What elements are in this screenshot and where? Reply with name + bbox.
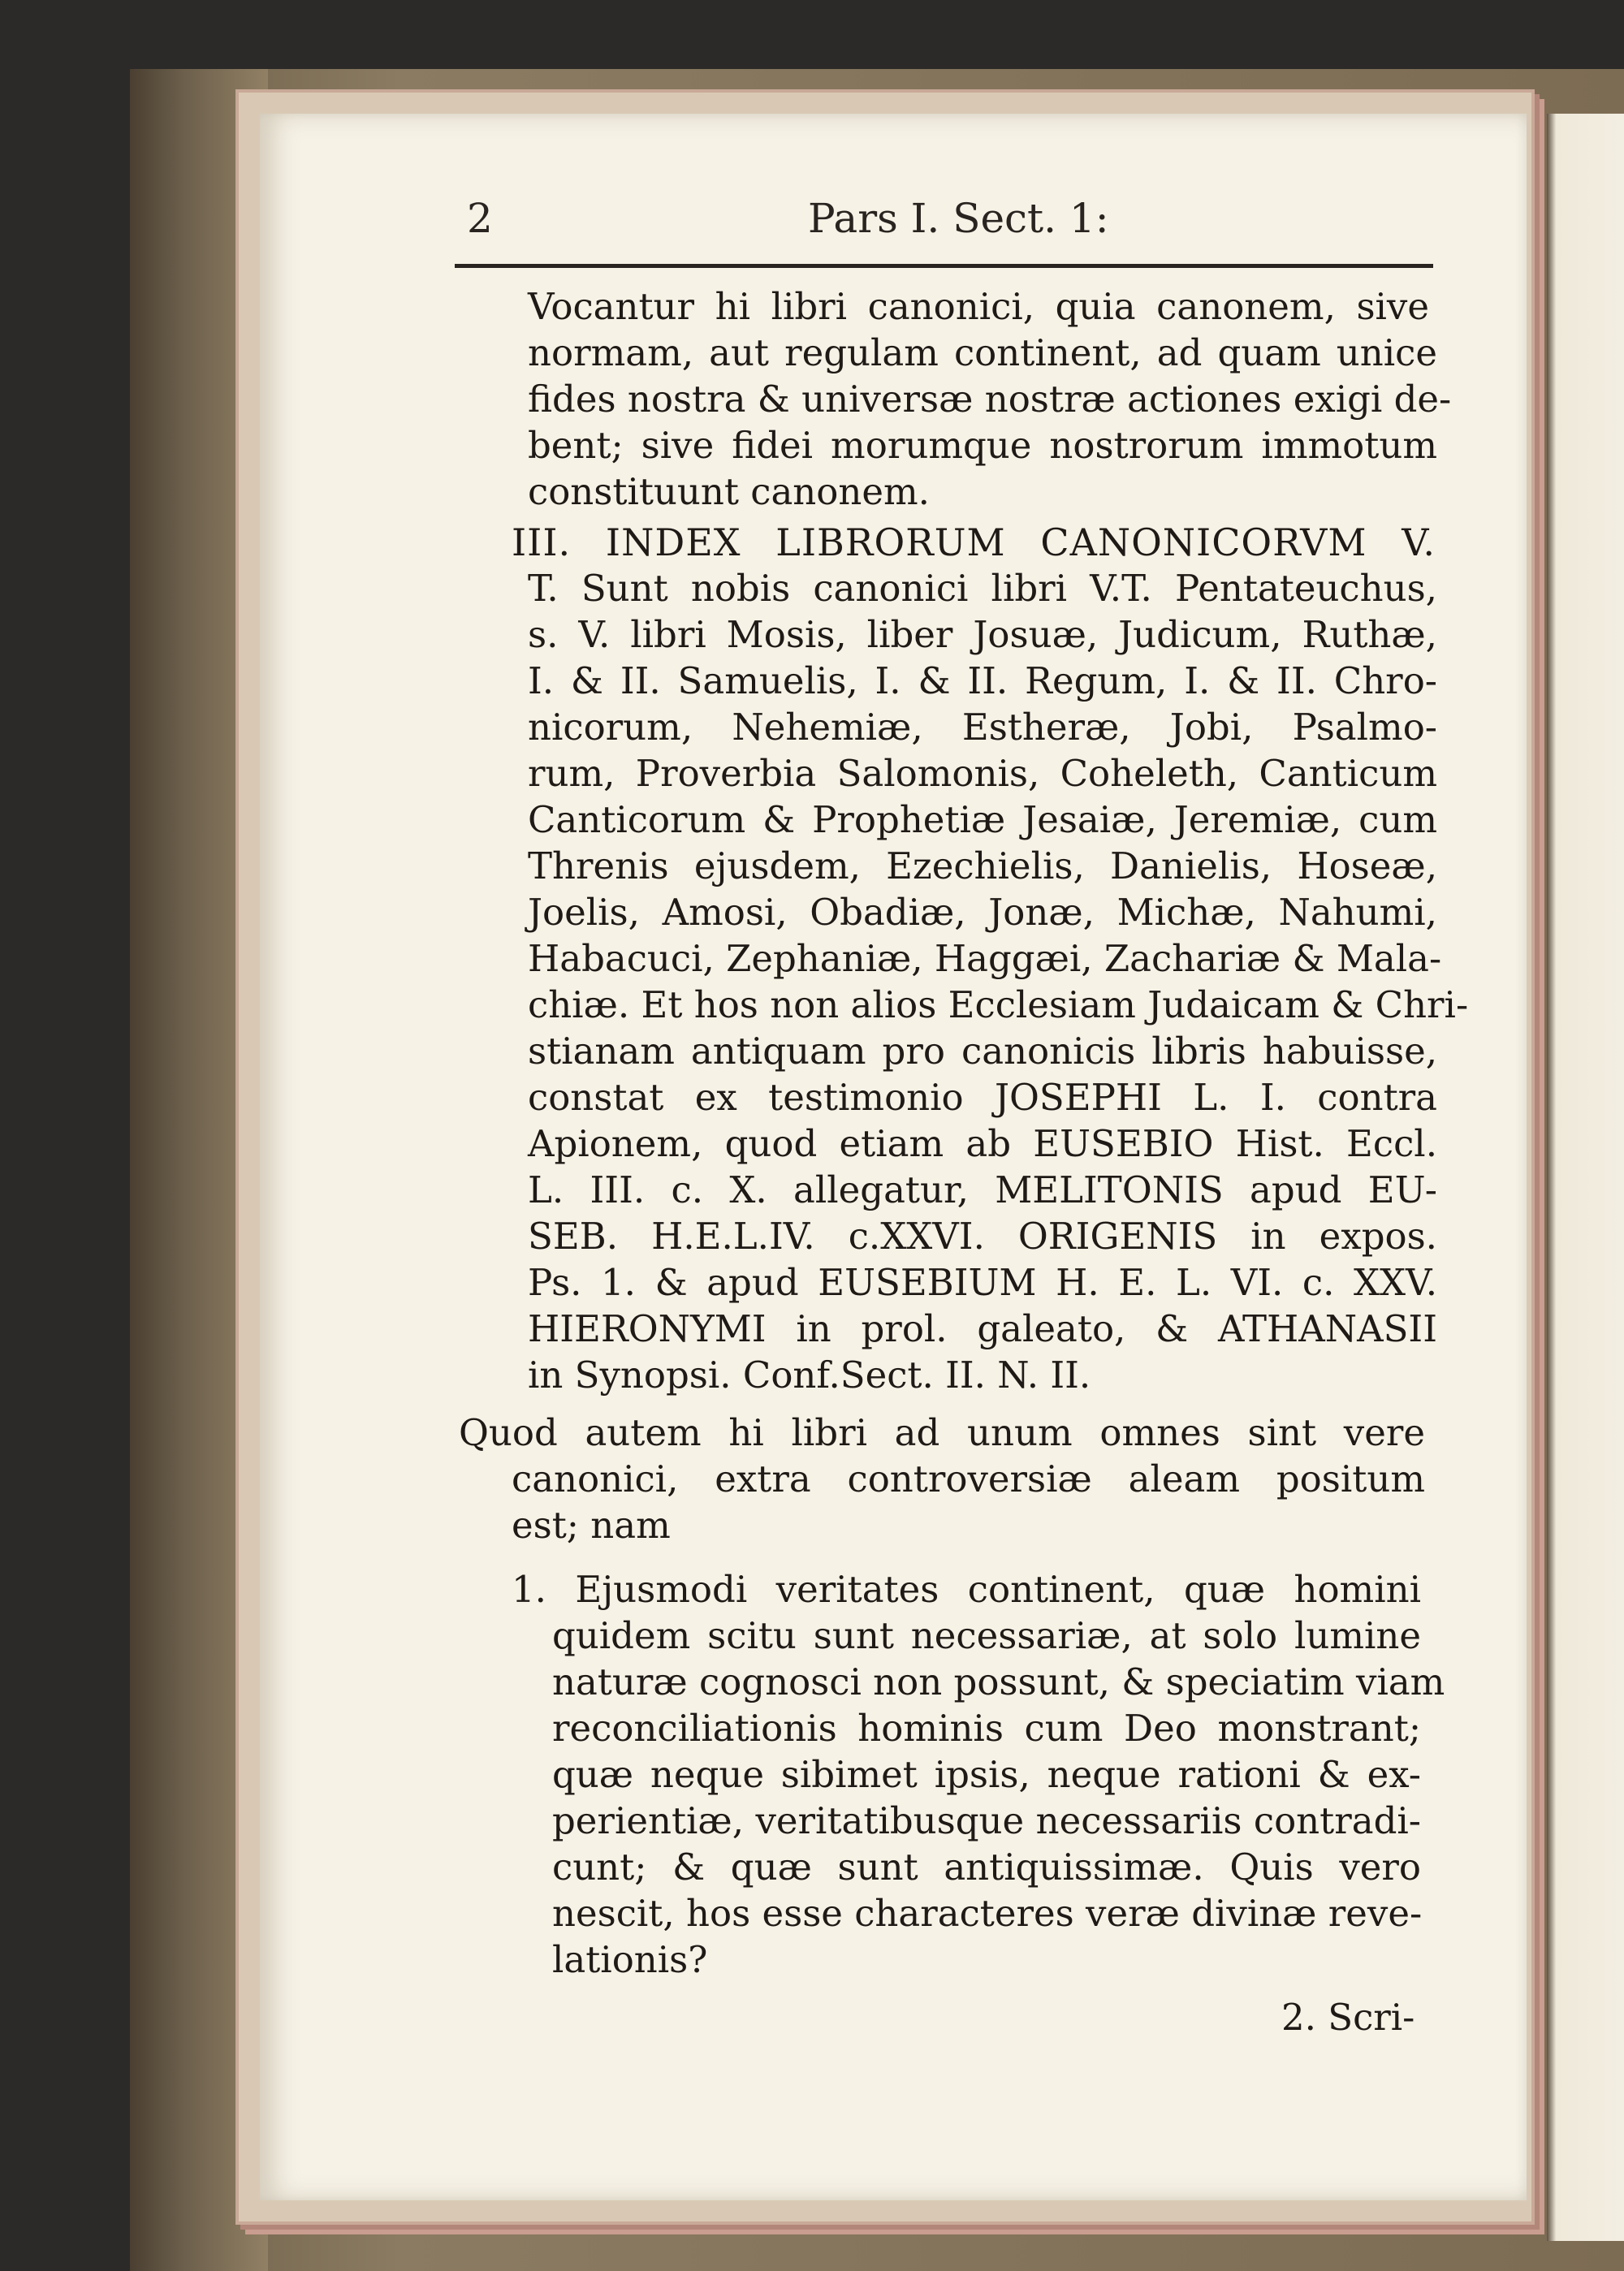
text-line: quæ neque sibimet ipsis, neque rationi & ex- [552,1753,1421,1796]
text-line: Vocantur hi libri canonici, quia canonem, sive [528,285,1429,328]
text-line: Ps. 1. & apud EUSEBIUM H. E. L. VI. c. XXV. [528,1261,1437,1304]
text-line: Joelis, Amosi, Obadiæ, Jonæ, Michæ, Nahumi, [528,891,1437,934]
text-line: stianam antiquam pro canonicis libris habuisse, [528,1030,1437,1073]
text-line: HIERONYMI in prol. galeato, & ATHANASII [528,1307,1437,1350]
running-head: Pars I. Sect. 1: [808,195,1109,242]
text-line: Quod autem hi libri ad unum omnes sint vere [459,1411,1425,1454]
text-line: Habacuci, Zephaniæ, Haggæi, Zachariæ & Mala- [528,937,1442,980]
text-line: naturæ cognosci non possunt, & speciatim viam [552,1660,1445,1703]
page-number: 2 [467,195,493,242]
text-line: Threnis ejusdem, Ezechielis, Danielis, Hoseæ, [528,844,1437,887]
text-line: 1. Ejusmodi veritates continent, quæ homini [512,1568,1421,1611]
text-line: SEB. H.E.L.IV. c.XXVI. ORIGENIS in expos. [528,1215,1437,1258]
text-line: quidem scitu sunt necessariæ, at solo lumine [552,1614,1421,1657]
text-line: nicorum, Nehemiæ, Estheræ, Jobi, Psalmo- [528,706,1437,749]
text-line: reconciliationis hominis cum Deo monstrant; [552,1707,1421,1750]
section-heading: III. INDEX LIBRORUM CANONICORVM V. [512,520,1436,564]
facing-page-edge [1547,114,1624,2241]
text-line: nescit, hos esse characteres veræ divinæ reve- [552,1892,1423,1935]
text-line: normam, aut regulam continent, ad quam unice [528,331,1437,374]
text-line: constituunt canonem. [528,470,930,513]
text-line: chiæ. Et hos non alios Ecclesiam Judaicam & Chri- [528,983,1469,1026]
text-line: cunt; & quæ sunt antiquissimæ. Quis vero [552,1846,1421,1889]
catchword: 2. Scri- [1281,1996,1415,2039]
text-line: s. V. libri Mosis, liber Josuæ, Judicum, Ruthæ, [528,613,1437,656]
text-line: est; nam [512,1504,671,1547]
header-rule [455,264,1433,268]
text-line: bent; sive fidei morumque nostrorum immotum [528,424,1437,467]
text-line: perientiæ, veritatibusque necessariis contradi- [552,1799,1421,1842]
text-line: lationis? [552,1938,708,1981]
text-line: in Synopsi. Conf.Sect. II. N. II. [528,1354,1091,1397]
text-line: T. Sunt nobis canonici libri V.T. Pentateuchus, [528,567,1437,610]
text-line: canonici, extra controversiæ aleam positum [512,1457,1425,1500]
text-line: I. & II. Samuelis, I. & II. Regum, I. & II. Chro- [528,659,1437,702]
text-line: Canticorum & Prophetiæ Jesaiæ, Jeremiæ, cum [528,798,1437,841]
text-line: L. III. c. X. allegatur, MELITONIS apud EU- [528,1168,1437,1211]
text-line: constat ex testimonio JOSEPHI L. I. contra [528,1076,1437,1119]
text-line: rum, Proverbia Salomonis, Coheleth, Canticum [528,752,1437,795]
text-line: Apionem, quod etiam ab EUSEBIO Hist. Eccl. [528,1122,1437,1165]
text-line: fides nostra & universæ nostræ actiones exigi de- [528,378,1452,421]
